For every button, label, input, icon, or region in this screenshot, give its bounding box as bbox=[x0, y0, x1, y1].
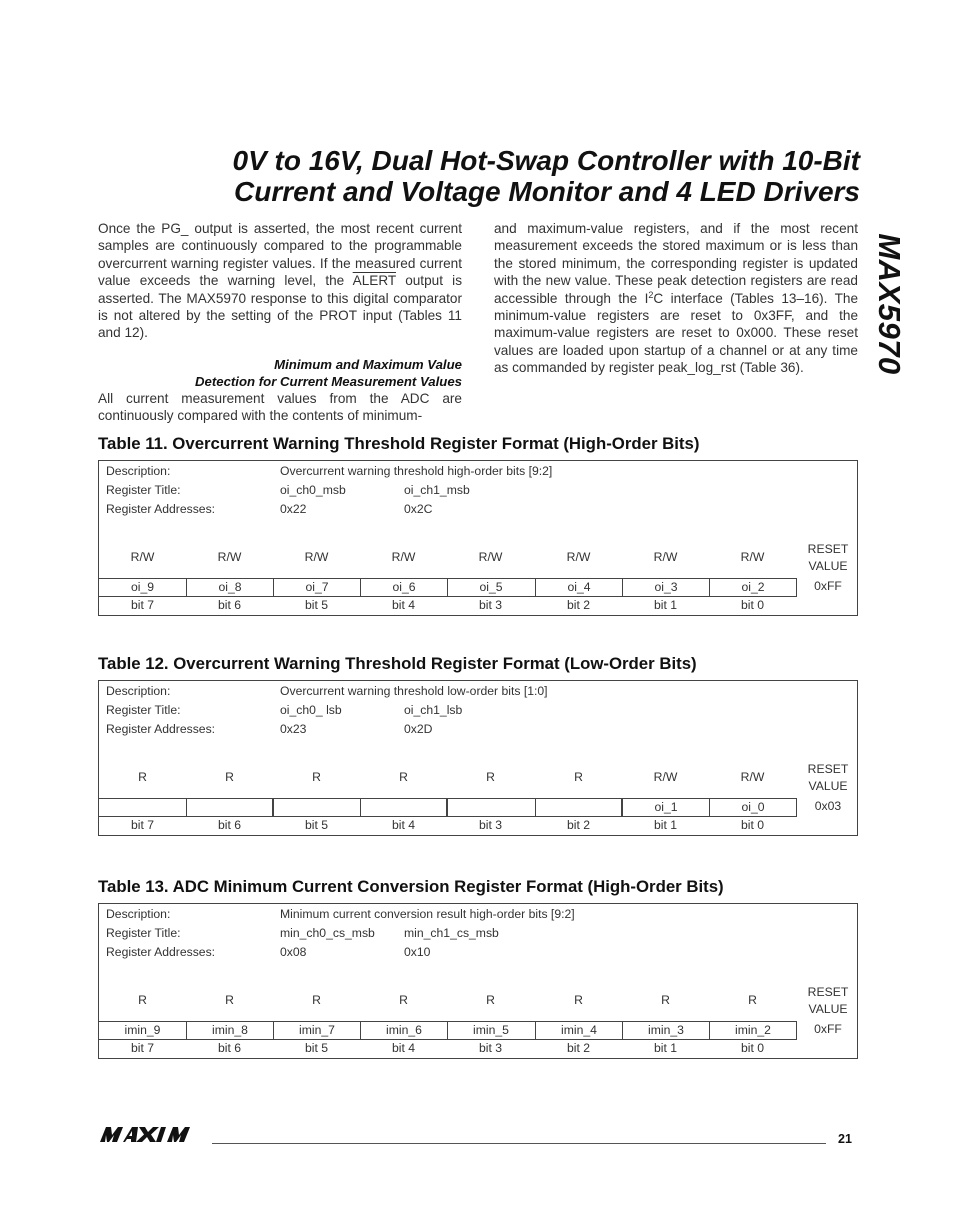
register-address-ch0: 0x23 bbox=[280, 722, 307, 736]
register-title-label: Register Title: bbox=[106, 703, 181, 717]
table-12 bbox=[98, 680, 858, 836]
access-row bbox=[99, 993, 797, 1011]
bit-position-3: bit 3 bbox=[478, 1041, 503, 1055]
bit-name-1: imin_3 bbox=[622, 1022, 709, 1039]
table-11-caption: Table 11. Overcurrent Warning Threshold Register Format (High-Order Bits) bbox=[98, 434, 700, 453]
description-value: Overcurrent warning threshold high-order bits [9:2] bbox=[280, 464, 553, 478]
register-title-ch0: min_ch0_cs_msb bbox=[280, 926, 375, 940]
bit-name-1: oi_1 bbox=[622, 799, 709, 816]
bit-name-3: imin_5 bbox=[447, 1022, 534, 1039]
alert-signal-name: ALERT bbox=[352, 273, 396, 289]
section-subheading: Minimum and Maximum Value Detection for Current Measurement Values bbox=[195, 356, 462, 389]
register-title-ch1: oi_ch1_msb bbox=[404, 483, 470, 497]
footer-rule bbox=[212, 1143, 826, 1144]
description-label: Description: bbox=[106, 464, 171, 478]
access-bit-2: R/W bbox=[566, 550, 591, 564]
reset-value-header: RESET VALUE bbox=[807, 762, 849, 793]
bit-position-3: bit 3 bbox=[478, 818, 503, 832]
register-address-ch1: 0x2C bbox=[404, 502, 433, 516]
bit-name-1: oi_3 bbox=[622, 579, 709, 596]
table-13 bbox=[98, 903, 858, 1059]
bit-position-0: bit 0 bbox=[740, 818, 765, 832]
left-paragraph-2: All current measurement values from the ADC are continuously compared with the contents of minimum- bbox=[98, 390, 462, 424]
bit-position-6: bit 6 bbox=[217, 1041, 242, 1055]
bit-name-4 bbox=[360, 799, 447, 816]
right-column bbox=[494, 220, 858, 377]
bit-name-7 bbox=[99, 799, 186, 816]
access-bit-4: R bbox=[399, 993, 408, 1007]
table-11 bbox=[98, 460, 858, 616]
register-address-ch1: 0x2D bbox=[404, 722, 433, 736]
description-value: Overcurrent warning threshold low-order bits [1:0] bbox=[280, 684, 548, 698]
access-row bbox=[99, 550, 797, 568]
access-row bbox=[99, 770, 797, 788]
bit-name-4: oi_6 bbox=[360, 579, 447, 596]
register-addresses-label: Register Addresses: bbox=[106, 722, 216, 736]
bit-position-1: bit 1 bbox=[653, 818, 678, 832]
bit-position-2: bit 2 bbox=[566, 1041, 591, 1055]
bit-name-0: imin_2 bbox=[709, 1022, 797, 1039]
access-bit-7: R bbox=[138, 993, 147, 1007]
bit-position-5: bit 5 bbox=[304, 598, 329, 612]
access-bit-5: R bbox=[312, 770, 321, 784]
access-bit-6: R bbox=[225, 993, 234, 1007]
bit-position-1: bit 1 bbox=[653, 598, 678, 612]
bit-position-6: bit 6 bbox=[217, 598, 242, 612]
access-bit-6: R/W bbox=[217, 550, 242, 564]
title-line-1: 0V to 16V, Dual Hot-Swap Controller with 10-Bit bbox=[232, 145, 860, 176]
bit-position-row bbox=[99, 1041, 797, 1059]
bit-name-0: oi_0 bbox=[709, 799, 797, 816]
page-number: 21 bbox=[838, 1132, 852, 1146]
access-bit-1: R/W bbox=[653, 550, 678, 564]
access-bit-3: R bbox=[486, 770, 495, 784]
bit-name-2 bbox=[535, 799, 622, 816]
access-bit-7: R bbox=[138, 770, 147, 784]
maxim-logo bbox=[98, 1124, 210, 1149]
description-value: Minimum current conversion result high-order bits [9:2] bbox=[280, 907, 575, 921]
description-label: Description: bbox=[106, 684, 171, 698]
bit-name-6: imin_8 bbox=[186, 1022, 273, 1039]
access-bit-5: R/W bbox=[304, 550, 329, 564]
bit-position-4: bit 4 bbox=[391, 1041, 416, 1055]
page-title bbox=[80, 145, 860, 207]
register-addresses-label: Register Addresses: bbox=[106, 502, 216, 516]
bit-name-row bbox=[99, 798, 797, 817]
right-paragraph-1: and maximum-value registers, and if the most recent measurement exceeds the stored maximum or is less than the stored minimum, the corresponding register is updated with the new value. These peak detection registers are read accessible through the $I^2C$ interface (Tables 13–16). The minimum-value registers are reset to 0x3FF, and the maximum-value registers are reset to 0x000. These reset values are loaded upon startup of a channel or at any time as commanded by register peak_log_rst (Table 36). bbox=[494, 221, 859, 376]
register-title-label: Register Title: bbox=[106, 483, 181, 497]
access-bit-2: R bbox=[574, 770, 583, 784]
reset-value: 0xFF bbox=[814, 579, 842, 593]
bit-position-4: bit 4 bbox=[391, 598, 416, 612]
bit-position-3: bit 3 bbox=[478, 598, 503, 612]
table-12-caption: Table 12. Overcurrent Warning Threshold Register Format (Low-Order Bits) bbox=[98, 654, 697, 673]
bit-name-6: oi_8 bbox=[186, 579, 273, 596]
bit-position-5: bit 5 bbox=[304, 818, 329, 832]
access-bit-0: R/W bbox=[740, 770, 765, 784]
bit-position-7: bit 7 bbox=[130, 598, 155, 612]
register-title-ch1: min_ch1_cs_msb bbox=[404, 926, 499, 940]
left-column bbox=[98, 220, 462, 425]
bit-position-2: bit 2 bbox=[566, 818, 591, 832]
access-bit-5: R bbox=[312, 993, 321, 1007]
bit-name-5: imin_7 bbox=[273, 1022, 360, 1039]
access-bit-1: R/W bbox=[653, 770, 678, 784]
bit-name-7: imin_9 bbox=[124, 1023, 161, 1037]
table-13-caption: Table 13. ADC Minimum Current Conversion Register Format (High-Order Bits) bbox=[98, 877, 724, 896]
access-bit-7: R/W bbox=[130, 550, 155, 564]
access-bit-0: R/W bbox=[740, 550, 765, 564]
bit-position-4: bit 4 bbox=[391, 818, 416, 832]
register-address-ch1: 0x10 bbox=[404, 945, 431, 959]
bit-name-row bbox=[99, 578, 797, 597]
access-bit-3: R/W bbox=[478, 550, 503, 564]
bit-position-0: bit 0 bbox=[740, 598, 765, 612]
register-title-ch0: oi_ch0_ lsb bbox=[280, 703, 342, 717]
bit-name-row bbox=[99, 1021, 797, 1040]
bit-name-0: oi_2 bbox=[709, 579, 797, 596]
reset-value-header: RESET VALUE bbox=[807, 985, 849, 1016]
maxim-logo-mark bbox=[98, 1124, 210, 1144]
part-number-text: MAX5970 bbox=[872, 233, 907, 375]
register-title-label: Register Title: bbox=[106, 926, 181, 940]
bit-name-7: oi_9 bbox=[130, 580, 155, 594]
access-bit-6: R bbox=[225, 770, 234, 784]
bit-name-3 bbox=[447, 799, 534, 816]
access-bit-4: R bbox=[399, 770, 408, 784]
register-addresses-label: Register Addresses: bbox=[106, 945, 216, 959]
access-bit-0: R bbox=[748, 993, 757, 1007]
bit-name-2: imin_4 bbox=[535, 1022, 622, 1039]
bit-position-1: bit 1 bbox=[653, 1041, 678, 1055]
register-title-ch1: oi_ch1_lsb bbox=[404, 703, 463, 717]
bit-position-row bbox=[99, 818, 797, 836]
bit-position-row bbox=[99, 598, 797, 616]
bit-name-3: oi_5 bbox=[447, 579, 534, 596]
bit-position-6: bit 6 bbox=[217, 818, 242, 832]
register-address-ch0: 0x22 bbox=[280, 502, 307, 516]
title-line-2: Current and Voltage Monitor and 4 LED Drivers bbox=[234, 176, 860, 207]
left-paragraph-1: Once the PG_ output is asserted, the most recent current samples are continuously compared to the programmable overcurrent warning register values. If the measured current value exceeds the warning level, the ALERT output is asserted. The MAX5970 response to this digital comparator is not altered by the setting of the PROT input (Tables 11 and 12). bbox=[98, 221, 462, 341]
access-bit-4: R/W bbox=[391, 550, 416, 564]
bit-position-7: bit 7 bbox=[130, 1041, 155, 1055]
access-bit-2: R bbox=[574, 993, 583, 1007]
bit-name-4: imin_6 bbox=[360, 1022, 447, 1039]
bit-position-2: bit 2 bbox=[566, 598, 591, 612]
bit-name-5: oi_7 bbox=[273, 579, 360, 596]
access-bit-3: R bbox=[486, 993, 495, 1007]
access-bit-1: R bbox=[661, 993, 670, 1007]
part-number-side-label bbox=[872, 224, 906, 384]
reset-value: 0x03 bbox=[814, 799, 842, 813]
register-address-ch0: 0x08 bbox=[280, 945, 307, 959]
bit-position-0: bit 0 bbox=[740, 1041, 765, 1055]
bit-position-5: bit 5 bbox=[304, 1041, 329, 1055]
description-label: Description: bbox=[106, 907, 171, 921]
reset-value: 0xFF bbox=[814, 1022, 842, 1036]
bit-name-6 bbox=[186, 799, 273, 816]
reset-value-header: RESET VALUE bbox=[807, 542, 849, 573]
bit-name-5 bbox=[273, 799, 360, 816]
bit-name-2: oi_4 bbox=[535, 579, 622, 596]
bit-position-7: bit 7 bbox=[130, 818, 155, 832]
register-title-ch0: oi_ch0_msb bbox=[280, 483, 346, 497]
